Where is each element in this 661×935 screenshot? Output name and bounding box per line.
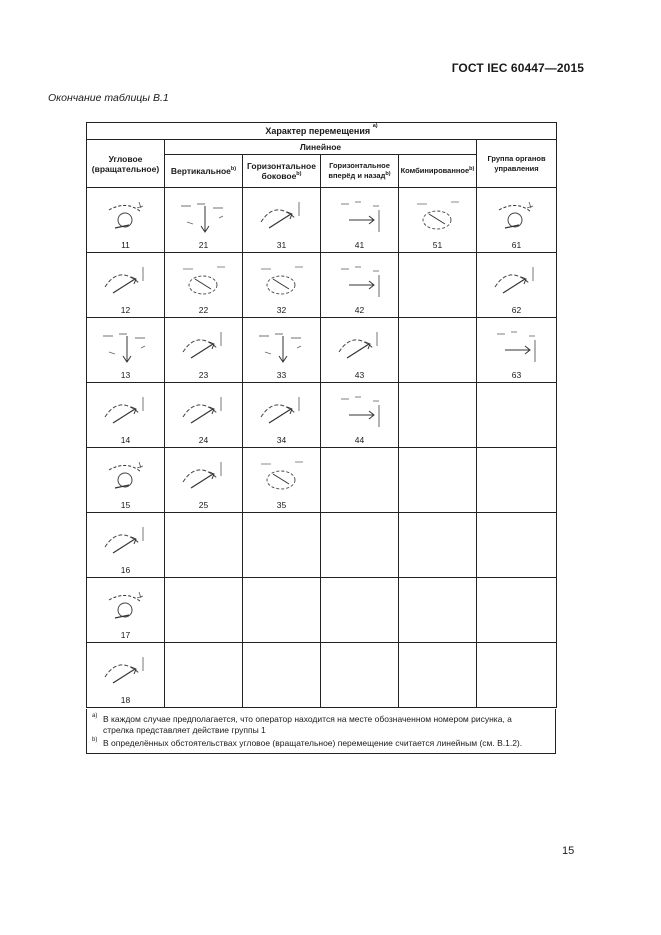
figure-number: 51 [432, 240, 443, 250]
table-title-note: a) [372, 123, 378, 129]
col-vertical-label: Вертикальное [170, 166, 231, 176]
figure-number: 35 [276, 500, 287, 510]
col-combined-note: b) [469, 166, 475, 172]
motion-sketch-figure [329, 257, 391, 303]
table-cell [243, 448, 321, 513]
motion-sketch-figure [485, 322, 547, 368]
motion-sketch-figure [95, 257, 157, 303]
motion-sketch-figure [95, 647, 157, 693]
document-code: ГОСТ IEC 60447—2015 [451, 61, 584, 75]
table-cell [399, 513, 477, 578]
table-cell [87, 253, 165, 318]
col-horizontal-forward [321, 155, 399, 188]
table-row [87, 578, 557, 643]
col-angular-label: Угловое (вращательное) [91, 153, 160, 174]
motion-sketch-figure [329, 387, 391, 433]
table-cell [243, 318, 321, 383]
table-caption: Окончание таблицы В.1 [48, 92, 169, 104]
motion-sketch-figure [251, 322, 313, 368]
figure-number: 18 [120, 695, 131, 705]
motion-sketch-figure [95, 322, 157, 368]
table-cell [165, 578, 243, 643]
table-cell [477, 578, 557, 643]
figure-number: 13 [120, 370, 131, 380]
table-cell [399, 253, 477, 318]
table-row [87, 253, 557, 318]
figure-number: 17 [120, 630, 131, 640]
footnotes [86, 709, 556, 754]
figure-number: 22 [198, 305, 209, 315]
table-cell [321, 188, 399, 253]
motion-sketch-figure [251, 192, 313, 238]
figure-number: 21 [198, 240, 209, 250]
motion-sketch-figure [95, 192, 157, 238]
footnote-a-mark: a) [92, 713, 98, 719]
table-cell [165, 253, 243, 318]
motion-sketch-figure [173, 192, 235, 238]
table-cell [87, 513, 165, 578]
table-cell [243, 643, 321, 708]
table-cell [399, 448, 477, 513]
motion-sketch-figure [251, 257, 313, 303]
figure-number: 34 [276, 435, 287, 445]
table-cell [321, 513, 399, 578]
table-cell [321, 643, 399, 708]
table-cell [321, 383, 399, 448]
table-cell [477, 253, 557, 318]
table-cell [243, 578, 321, 643]
col-combined-label: Комбинированное [400, 166, 470, 175]
motion-sketch-figure [173, 257, 235, 303]
table-cell [87, 383, 165, 448]
figure-number: 31 [276, 240, 287, 250]
table-cell [399, 578, 477, 643]
table-cell [243, 383, 321, 448]
motion-sketch-figure [251, 387, 313, 433]
table-cell [477, 383, 557, 448]
col-control-group [477, 140, 557, 188]
col-horizontal-side [243, 155, 321, 188]
table-row [87, 643, 557, 708]
figure-number: 42 [354, 305, 365, 315]
col-horizontal-side-note: b) [296, 171, 302, 177]
col-control-group-label: Группа органов управления [487, 153, 546, 173]
figure-number: 15 [120, 500, 131, 510]
footnote-b-text: В определённых обстоятельствах угловое (вращательное) перемещение считается линейным (см. В.1.2). [103, 738, 523, 748]
figure-number: 63 [511, 370, 522, 380]
figure-number: 44 [354, 435, 365, 445]
table-cell [477, 448, 557, 513]
table-cell [477, 318, 557, 383]
table-cell [165, 383, 243, 448]
table-cell [477, 188, 557, 253]
motion-table [86, 122, 557, 708]
table-cell [87, 448, 165, 513]
motion-sketch-figure [173, 387, 235, 433]
col-horizontal-forward-note: b) [385, 171, 391, 177]
figure-number: 62 [511, 305, 522, 315]
footnote-b-mark: b) [92, 737, 98, 743]
motion-sketch-figure [251, 452, 313, 498]
motion-sketch-figure [329, 192, 391, 238]
table-title-text: Характер перемещения [265, 126, 371, 136]
table-row [87, 318, 557, 383]
table-cell [165, 643, 243, 708]
linear-group-header: Линейное [165, 140, 477, 155]
motion-sketch-figure [173, 322, 235, 368]
col-horizontal-side-label: Горизонтальное боковое [247, 161, 316, 181]
table-cell [87, 643, 165, 708]
table-cell [399, 188, 477, 253]
table-cell [87, 318, 165, 383]
table-cell [399, 383, 477, 448]
figure-number: 12 [120, 305, 131, 315]
motion-sketch-figure [485, 192, 547, 238]
table-cell [87, 188, 165, 253]
motion-sketch-figure [95, 517, 157, 563]
figure-number: 43 [354, 370, 365, 380]
figure-number: 25 [198, 500, 209, 510]
figure-number: 61 [511, 240, 522, 250]
table-row [87, 448, 557, 513]
table-cell [321, 318, 399, 383]
figure-number: 33 [276, 370, 287, 380]
table-cell [477, 513, 557, 578]
col-horizontal-forward-label: Горизонтальное вперёд и назад [328, 161, 390, 180]
table-cell [165, 188, 243, 253]
table-cell [399, 643, 477, 708]
table-row [87, 188, 557, 253]
motion-sketch-figure [173, 452, 235, 498]
col-angular [87, 140, 165, 188]
footnote-a-text: В каждом случае предполагается, что оператор находится на месте обозначенном номером рисунка, а стрелка представляет действие группы 1 [103, 714, 512, 735]
motion-sketch-figure [95, 582, 157, 628]
col-combined [399, 155, 477, 188]
table-cell [477, 643, 557, 708]
table-cell [321, 448, 399, 513]
table-cell [243, 188, 321, 253]
figure-number: 23 [198, 370, 209, 380]
motion-sketch-figure [95, 452, 157, 498]
figure-number: 14 [120, 435, 131, 445]
table-cell [243, 253, 321, 318]
table-cell [165, 318, 243, 383]
table-cell [321, 578, 399, 643]
motion-sketch-figure [329, 322, 391, 368]
motion-sketch-figure [95, 387, 157, 433]
table-row [87, 513, 557, 578]
table-cell [243, 513, 321, 578]
col-vertical-note: b) [230, 166, 237, 172]
figure-number: 16 [120, 565, 131, 575]
col-vertical [165, 155, 243, 188]
motion-sketch-figure [485, 257, 547, 303]
table-cell [321, 253, 399, 318]
figure-number: 41 [354, 240, 365, 250]
table-row [87, 383, 557, 448]
motion-sketch-figure [407, 192, 469, 238]
page-number: 15 [562, 845, 575, 857]
figure-number: 24 [198, 435, 209, 445]
table-cell [399, 318, 477, 383]
table-cell [165, 513, 243, 578]
table-title [87, 123, 557, 140]
table-body [87, 188, 557, 708]
figure-number: 32 [276, 305, 287, 315]
table-cell [87, 578, 165, 643]
figure-number: 11 [121, 240, 130, 250]
table-cell [165, 448, 243, 513]
